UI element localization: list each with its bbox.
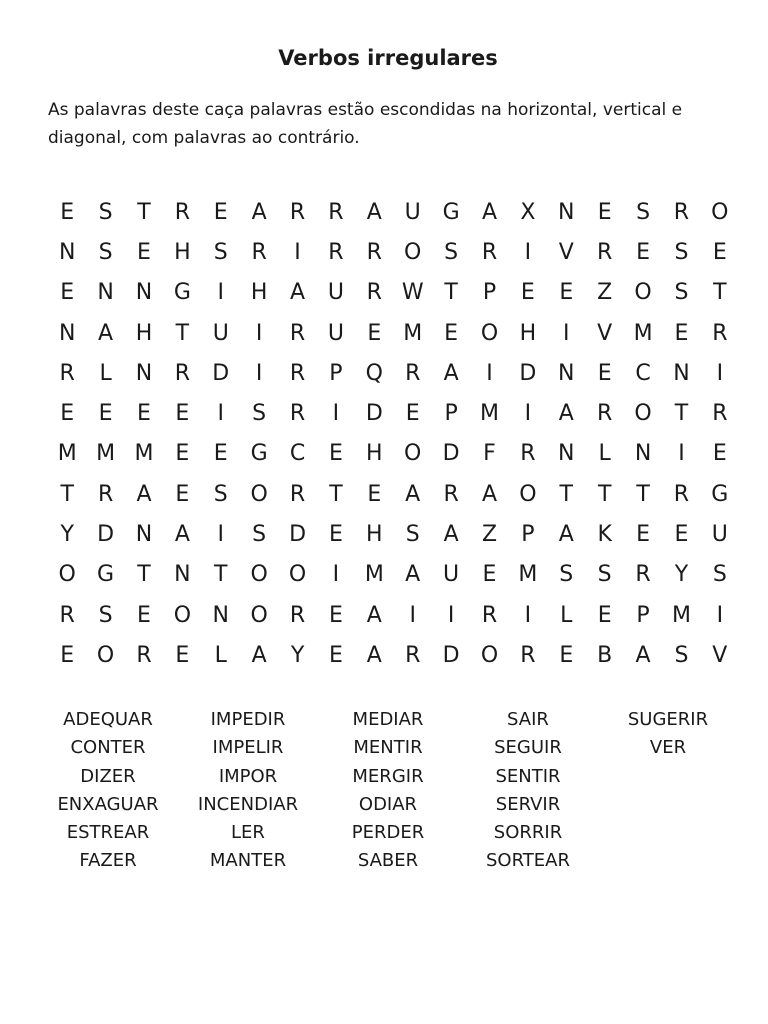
word-list-item: FAZER xyxy=(79,850,137,872)
grid-letter: T xyxy=(713,280,727,306)
grid-letter: R xyxy=(289,320,306,346)
grid-letter: M xyxy=(480,401,499,427)
grid-letter: I xyxy=(716,602,724,628)
word-list-item: ODIAR xyxy=(358,793,418,815)
grid-letter: R xyxy=(289,199,306,225)
grid-letter: E xyxy=(636,522,650,548)
grid-letter: R xyxy=(289,481,306,507)
grid-letter: A xyxy=(174,522,190,548)
grid-letter: I xyxy=(217,522,224,548)
grid-letter: G xyxy=(442,199,460,225)
grid-letter: E xyxy=(60,199,75,225)
grid-letter: A xyxy=(366,602,382,628)
grid-letter: R xyxy=(136,642,152,668)
grid-letter: R xyxy=(59,360,75,386)
grid-letter: N xyxy=(135,280,153,306)
grid-letter: T xyxy=(329,481,343,507)
grid-letter: R xyxy=(174,199,191,225)
grid-letter: P xyxy=(521,522,535,548)
grid-letter: O xyxy=(480,320,499,346)
grid-letter: M xyxy=(364,562,384,588)
grid-letter: O xyxy=(250,481,268,507)
grid-letter: R xyxy=(597,401,613,427)
grid-letter: E xyxy=(137,239,151,265)
word-column xyxy=(38,706,178,876)
instructions-text: As palavras deste caça palavras estão escondidas na horizontal, vertical e diagonal, com palavras ao contrário. xyxy=(48,100,683,148)
grid-letter: S xyxy=(213,481,228,507)
grid-letter: E xyxy=(328,602,343,628)
grid-letter: R xyxy=(481,239,498,265)
grid-letter: W xyxy=(401,280,424,306)
grid-letter: Z xyxy=(597,280,613,306)
word-list-item: MEDIAR xyxy=(352,709,424,730)
grid-letter: R xyxy=(673,481,690,507)
grid-letter: A xyxy=(405,562,421,588)
grid-letter: D xyxy=(519,360,537,386)
grid-letter: R xyxy=(712,401,728,427)
grid-letter: S xyxy=(444,239,459,265)
grid-letter: E xyxy=(213,199,228,225)
grid-letter: E xyxy=(597,360,612,386)
grid-letter: R xyxy=(405,642,421,668)
grid-letter: S xyxy=(405,522,420,548)
grid-letter: R xyxy=(251,239,267,265)
grid-letter: S xyxy=(674,239,689,265)
grid-letter: I xyxy=(563,320,570,346)
grid-letter: R xyxy=(366,280,382,306)
grid-letter: O xyxy=(480,642,499,668)
grid-letter: O xyxy=(250,602,268,628)
grid-letter: O xyxy=(634,401,652,427)
word-list-item: IMPEDIR xyxy=(210,709,286,730)
grid-letter: E xyxy=(175,401,190,427)
word-list-item: SABER xyxy=(357,850,419,872)
word-list-item: MENTIR xyxy=(353,737,423,759)
word-column xyxy=(598,706,738,876)
grid-letter: S xyxy=(252,401,267,427)
grid-letter: U xyxy=(327,320,344,346)
grid-letter: O xyxy=(404,441,422,467)
grid-letter: I xyxy=(524,239,532,265)
grid-letter: D xyxy=(212,360,230,386)
grid-letter: H xyxy=(519,320,537,346)
grid-letter: N xyxy=(558,360,575,386)
grid-letter: U xyxy=(327,280,344,306)
grid-letter: X xyxy=(520,199,536,225)
grid-letter: A xyxy=(635,642,651,668)
grid-letter: E xyxy=(328,642,343,668)
grid-letter: E xyxy=(60,280,75,306)
grid-letter: M xyxy=(633,320,653,346)
grid-letter: I xyxy=(217,401,224,427)
grid-letter: M xyxy=(96,441,116,467)
grid-letter: S xyxy=(712,562,727,588)
grid-letter: A xyxy=(98,320,114,346)
grid-letter: E xyxy=(367,320,382,346)
word-list-item: INCENDIAR xyxy=(197,793,299,815)
grid-letter: O xyxy=(58,562,76,588)
grid-letter: N xyxy=(673,360,690,386)
grid-letter: U xyxy=(212,320,229,346)
word-list-item: IMPELIR xyxy=(212,737,284,759)
grid-letter: E xyxy=(328,522,343,548)
grid-letter: Y xyxy=(60,522,74,548)
grid-letter: U xyxy=(711,522,728,548)
grid-letter: G xyxy=(711,481,729,507)
grid-letter: C xyxy=(289,441,306,467)
grid-letter: D xyxy=(442,441,460,467)
grid-letter: I xyxy=(332,401,340,427)
grid-letter: R xyxy=(405,360,421,386)
grid-letter: T xyxy=(214,562,228,588)
word-list-item: SORRIR xyxy=(493,822,563,844)
grid-letter: T xyxy=(444,280,458,306)
word-list-item: IMPOR xyxy=(218,765,278,787)
grid-letter: O xyxy=(404,239,422,265)
grid-letter: U xyxy=(404,199,421,225)
grid-letter: B xyxy=(597,642,613,668)
grid-letter: L xyxy=(598,441,611,467)
grid-letter: T xyxy=(60,481,74,507)
word-list-item: SEGUIR xyxy=(494,737,562,759)
grid-letter: E xyxy=(60,401,75,427)
word-list-item: CONTER xyxy=(70,737,146,759)
grid-letter: M xyxy=(403,320,423,346)
grid-letter: R xyxy=(97,481,114,507)
grid-letter: R xyxy=(366,239,382,265)
grid-letter: N xyxy=(634,441,652,467)
grid-letter: H xyxy=(250,280,268,306)
word-list-item: DIZER xyxy=(80,765,136,787)
grid-letter: E xyxy=(444,320,459,346)
grid-letter: R xyxy=(481,602,498,628)
grid-letter: N xyxy=(212,602,229,628)
grid-letter: A xyxy=(558,401,574,427)
grid-letter: N xyxy=(174,562,191,588)
grid-letter: I xyxy=(332,562,340,588)
grid-letter: R xyxy=(174,360,191,386)
grid-letter: I xyxy=(716,360,724,386)
grid-letter: F xyxy=(483,441,496,467)
grid-letter: O xyxy=(519,481,537,507)
word-list-item: PERDER xyxy=(351,822,425,844)
grid-letter: D xyxy=(365,401,383,427)
grid-letter: I xyxy=(255,360,263,386)
word-list-item: SERVIR xyxy=(495,793,561,815)
grid-letter: E xyxy=(175,481,190,507)
word-list-item: ENXAGUAR xyxy=(57,793,159,815)
page-title: Verbos irregulares xyxy=(278,46,498,70)
grid-letter: E xyxy=(137,401,151,427)
grid-letter: Y xyxy=(290,642,305,668)
grid-letter: A xyxy=(405,481,421,507)
letter-grid xyxy=(48,192,739,676)
grid-letter: E xyxy=(175,642,190,668)
grid-letter: N xyxy=(135,360,153,386)
word-column xyxy=(458,706,598,876)
grid-letter: R xyxy=(289,602,306,628)
grid-letter: S xyxy=(98,239,113,265)
grid-letter: I xyxy=(678,441,685,467)
grid-letter: R xyxy=(328,239,344,265)
grid-letter: R xyxy=(289,401,306,427)
grid-letter: E xyxy=(674,320,689,346)
grid-letter: O xyxy=(634,280,652,306)
grid-letter: O xyxy=(173,602,192,628)
grid-letter: I xyxy=(486,360,493,386)
grid-letter: E xyxy=(405,401,420,427)
grid-letter: V xyxy=(558,239,574,265)
grid-letter: S xyxy=(674,280,689,306)
grid-letter: D xyxy=(442,642,460,668)
grid-letter: M xyxy=(518,562,538,588)
grid-letter: N xyxy=(58,239,76,265)
grid-letter: Z xyxy=(481,522,498,548)
word-list-item: SUGERIR xyxy=(627,709,709,730)
word-column xyxy=(318,706,458,876)
grid-letter: O xyxy=(288,562,307,588)
grid-letter: T xyxy=(674,401,689,427)
word-list-item: MANTER xyxy=(209,850,287,872)
grid-letter: M xyxy=(671,602,691,628)
grid-letter: O xyxy=(96,642,115,668)
grid-letter: M xyxy=(134,441,154,467)
grid-letter: Q xyxy=(365,360,383,386)
grid-letter: T xyxy=(597,481,612,507)
grid-letter: R xyxy=(443,481,459,507)
word-list xyxy=(38,706,738,876)
grid-letter: I xyxy=(524,602,532,628)
grid-letter: S xyxy=(252,522,267,548)
grid-letter: Y xyxy=(674,562,689,588)
grid-letter: R xyxy=(289,360,306,386)
grid-letter: L xyxy=(99,360,112,386)
grid-letter: E xyxy=(674,522,689,548)
grid-letter: S xyxy=(597,562,612,588)
grid-letter: D xyxy=(289,522,307,548)
grid-letter: L xyxy=(214,642,227,668)
word-list-item: LER xyxy=(231,822,265,844)
grid-letter: A xyxy=(481,199,498,225)
grid-letter: A xyxy=(251,642,267,668)
grid-letter: R xyxy=(59,602,75,628)
grid-letter: P xyxy=(482,280,497,306)
grid-letter: E xyxy=(597,602,612,628)
grid-letter: N xyxy=(558,441,575,467)
grid-letter: P xyxy=(444,401,458,427)
grid-letter: R xyxy=(635,562,651,588)
grid-letter: A xyxy=(290,280,306,306)
grid-letter: R xyxy=(673,199,690,225)
grid-letter: O xyxy=(250,562,268,588)
grid-letter: E xyxy=(98,401,113,427)
grid-letter: D xyxy=(97,522,115,548)
grid-letter: H xyxy=(366,522,383,548)
grid-letter: T xyxy=(137,199,151,225)
grid-letter: P xyxy=(329,360,343,386)
grid-letter: A xyxy=(558,522,574,548)
grid-letter: I xyxy=(524,401,532,427)
grid-letter: A xyxy=(366,642,382,668)
grid-letter: L xyxy=(560,602,573,628)
grid-letter: V xyxy=(597,320,613,346)
grid-letter: A xyxy=(481,481,498,507)
grid-letter: S xyxy=(674,642,689,668)
grid-letter: O xyxy=(711,199,729,225)
grid-letter: G xyxy=(173,280,191,306)
word-list-item: ESTREAR xyxy=(66,822,150,844)
grid-letter: E xyxy=(60,642,75,668)
grid-letter: I xyxy=(217,280,224,306)
word-list-item: ADEQUAR xyxy=(63,709,153,730)
grid-letter: E xyxy=(712,441,727,467)
grid-letter: H xyxy=(366,441,383,467)
grid-letter: I xyxy=(255,320,263,346)
grid-letter: V xyxy=(712,642,728,668)
word-column xyxy=(178,706,318,876)
grid-letter: E xyxy=(559,280,574,306)
grid-letter: E xyxy=(597,199,612,225)
grid-letter: G xyxy=(250,441,268,467)
grid-letter: C xyxy=(635,360,651,386)
grid-letter: A xyxy=(251,199,267,225)
grid-letter: T xyxy=(175,320,190,346)
grid-letter: R xyxy=(520,642,536,668)
grid-letter: A xyxy=(136,481,152,507)
grid-letter: E xyxy=(367,481,382,507)
grid-letter: I xyxy=(409,602,416,628)
grid-letter: R xyxy=(520,441,536,467)
grid-letter: A xyxy=(443,360,459,386)
grid-letter: E xyxy=(520,280,535,306)
grid-letter: H xyxy=(174,239,191,265)
grid-letter: U xyxy=(443,562,460,588)
grid-letter: E xyxy=(213,441,228,467)
grid-letter: P xyxy=(636,602,650,628)
grid-letter: M xyxy=(57,441,77,467)
grid-letter: A xyxy=(443,522,459,548)
word-list-item: VER xyxy=(649,737,687,759)
grid-letter: N xyxy=(558,199,575,225)
grid-letter: E xyxy=(559,642,574,668)
grid-letter: K xyxy=(597,522,612,548)
grid-letter: H xyxy=(135,320,153,346)
grid-letter: R xyxy=(712,320,728,346)
word-list-item: SENTIR xyxy=(495,765,561,787)
grid-letter: E xyxy=(175,441,190,467)
grid-letter: N xyxy=(58,320,76,346)
grid-letter: R xyxy=(328,199,344,225)
grid-letter: E xyxy=(137,602,151,628)
grid-letter: S xyxy=(636,199,651,225)
word-list-item: SORTEAR xyxy=(486,850,570,872)
grid-letter: G xyxy=(97,562,115,588)
grid-letter: E xyxy=(636,239,650,265)
grid-letter: N xyxy=(135,522,153,548)
grid-letter: S xyxy=(559,562,574,588)
word-list-item: SAIR xyxy=(507,709,549,730)
grid-letter: T xyxy=(636,481,650,507)
word-list-item: MERGIR xyxy=(352,765,424,787)
grid-letter: N xyxy=(97,280,114,306)
grid-letter: R xyxy=(597,239,613,265)
grid-letter: I xyxy=(447,602,455,628)
grid-letter: S xyxy=(98,602,113,628)
grid-letter: T xyxy=(559,481,573,507)
grid-letter: T xyxy=(137,562,151,588)
grid-letter: E xyxy=(712,239,727,265)
grid-letter: A xyxy=(366,199,382,225)
grid-letter: E xyxy=(482,562,497,588)
grid-letter: E xyxy=(328,441,343,467)
grid-letter: I xyxy=(294,239,301,265)
grid-letter: S xyxy=(213,239,228,265)
grid-letter: S xyxy=(98,199,113,225)
